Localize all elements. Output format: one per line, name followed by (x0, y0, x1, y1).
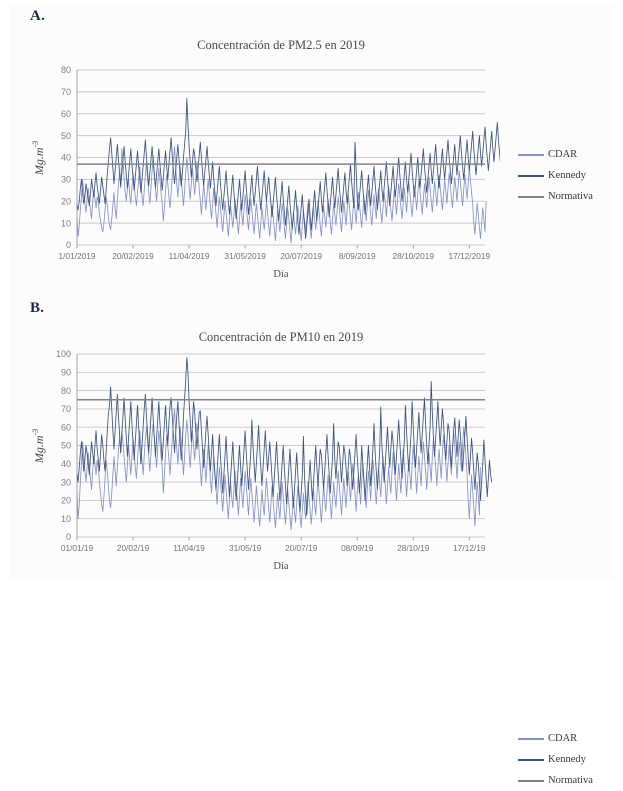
x-tick-label: 11/04/19 (173, 543, 205, 553)
chart-legend-pm25 (518, 144, 593, 207)
x-tick-label: 28/10/2019 (392, 251, 435, 261)
y-tick-label: 0 (65, 240, 71, 251)
y-tick-label: 80 (60, 65, 71, 76)
y-tick-label: 20 (60, 196, 71, 207)
y-tick-label: 60 (60, 108, 71, 119)
chart-plot-pm25 (0, 0, 500, 292)
y-tick-label: 40 (60, 459, 71, 469)
x-tick-label: 08/09/19 (341, 543, 374, 553)
x-tick-label: 20/07/2019 (280, 251, 322, 261)
y-tick-label: 30 (60, 174, 71, 185)
panel-label-b: B. (30, 300, 45, 316)
legend-swatch-normativa-icon (518, 196, 544, 198)
legend-label: CDAR (548, 149, 578, 160)
chart-plot-pm10 (0, 292, 500, 584)
x-tick-label: 11/04/2019 (168, 251, 210, 261)
legend-label: Kennedy (548, 170, 586, 181)
legend-item-cdar (518, 728, 593, 749)
legend-item-normativa (518, 770, 593, 791)
y-tick-label: 100 (55, 349, 71, 360)
legend-swatch-cdar-icon (518, 154, 544, 156)
y-tick-label: 10 (60, 513, 71, 524)
x-tick-label: 01/01/19 (60, 543, 94, 553)
chart-title-pm25: Concentración de PM2.5 en 2019 (197, 38, 365, 52)
x-tick-label: 17/12/19 (453, 543, 486, 553)
legend-item-cdar (518, 144, 593, 165)
y-axis-label-pm10: $Mg.m^{-3}$ (31, 428, 46, 463)
y-tick-label: 60 (60, 422, 71, 433)
y-tick-label: 20 (60, 495, 71, 506)
y-tick-label: 30 (60, 477, 71, 488)
panel-pm25 (0, 0, 623, 292)
chart-title-pm10: Concentración de PM10 en 2019 (198, 330, 364, 344)
x-tick-label: 20/02/2019 (112, 251, 154, 261)
y-tick-label: 80 (60, 385, 71, 396)
y-tick-label: 70 (60, 404, 71, 415)
legend-label: CDAR (548, 733, 578, 744)
x-tick-label: 20/07/19 (285, 543, 318, 553)
legend-item-normativa (518, 186, 593, 207)
x-tick-label: 8/09/2019 (338, 251, 376, 261)
y-tick-label: 70 (60, 87, 71, 98)
legend-label: Kennedy (548, 754, 586, 765)
x-tick-label: 17/12/2019 (448, 251, 491, 261)
y-axis-label-pm25: $Mg.m^{-3}$ (31, 140, 46, 175)
x-tick-label: 1/01/2019 (58, 251, 96, 261)
chart-legend-pm10 (518, 728, 593, 791)
x-tick-label: 28/10/19 (397, 543, 430, 553)
series-line-kennedy (77, 358, 492, 515)
y-tick-label: 50 (60, 130, 71, 141)
y-tick-label: 0 (65, 532, 71, 543)
legend-swatch-kennedy-icon (518, 759, 544, 761)
x-tick-label: 31/05/19 (228, 543, 262, 553)
legend-swatch-normativa-icon (518, 780, 544, 782)
legend-swatch-kennedy-icon (518, 175, 544, 177)
panel-label-a: A. (30, 8, 46, 24)
x-tick-label: 20/02/19 (116, 543, 150, 553)
x-axis-label-pm25: Día (273, 269, 289, 280)
x-axis-label-pm10: Día (273, 561, 289, 572)
x-tick-label: 31/05/2019 (224, 251, 266, 261)
y-tick-label: 40 (60, 152, 71, 163)
y-tick-label: 90 (60, 367, 71, 378)
legend-item-kennedy (518, 749, 593, 770)
legend-label: Normativa (548, 775, 593, 786)
y-tick-label: 50 (60, 440, 71, 451)
legend-label: Normativa (548, 191, 593, 202)
legend-item-kennedy (518, 165, 593, 186)
legend-swatch-cdar-icon (518, 738, 544, 740)
panel-pm10 (0, 292, 623, 786)
y-tick-label: 10 (60, 218, 71, 229)
